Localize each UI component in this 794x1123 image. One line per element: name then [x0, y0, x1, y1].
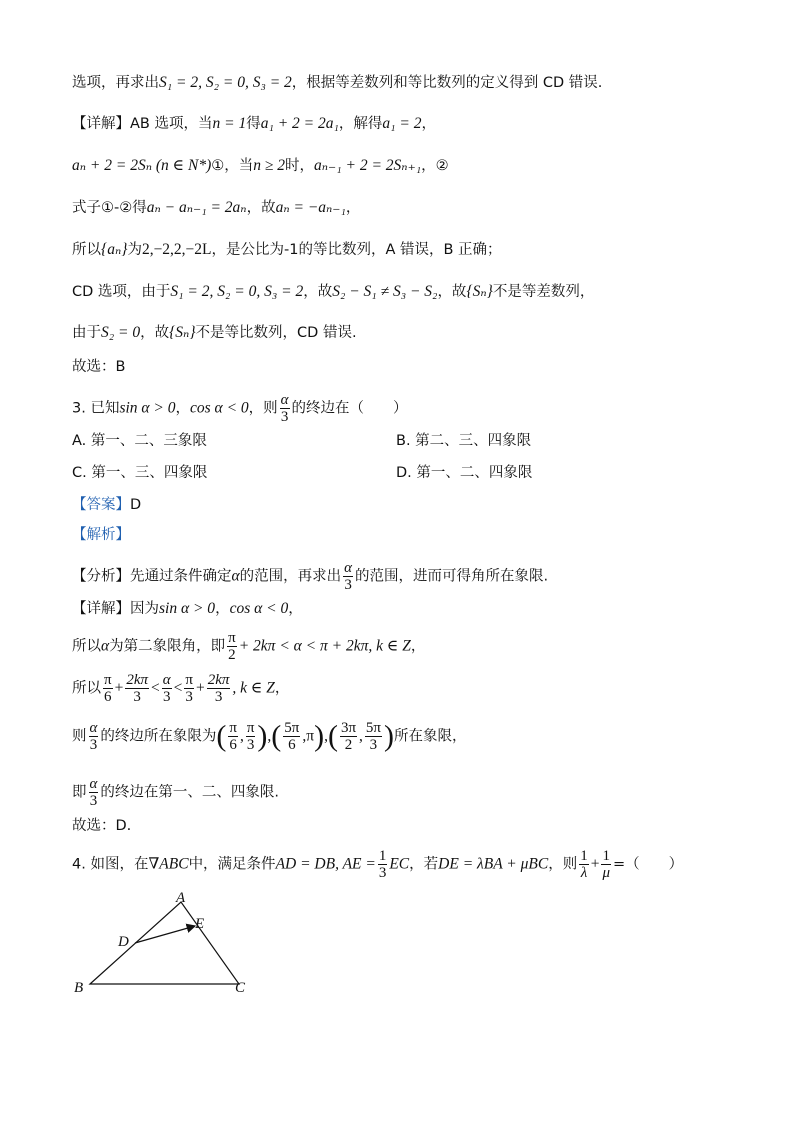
triangle-abc: [90, 902, 239, 984]
text: 的终边在第一、二、四象限.: [100, 784, 279, 801]
vector-de: [135, 926, 195, 943]
fenxi-tag: 【分析】: [72, 568, 130, 585]
text: 的范围，进而可得角所在象限.: [355, 568, 549, 585]
alpha-over-3: [280, 392, 290, 425]
pi-over-3: [184, 672, 194, 705]
den: 6: [229, 737, 237, 753]
label-d: D: [118, 934, 129, 950]
analysis-tag: 【解析】: [72, 527, 130, 543]
text: 选项，再求出: [72, 75, 159, 91]
q2-line-4: [72, 197, 360, 219]
num: α: [162, 672, 171, 688]
math: + 2kπ < α < π + 2kπ, k ∈ Z: [238, 637, 411, 655]
alpha-over-3: [89, 720, 99, 753]
q3-detail-1: [72, 598, 303, 620]
math: DE = λBA + μBC: [438, 855, 549, 873]
math: {Sₙ}: [169, 324, 196, 341]
text: ，故: [437, 284, 467, 300]
math: aₙ + 2 = 2Sₙ (n ∈ N*): [72, 157, 212, 174]
num: α: [344, 560, 353, 576]
den: 3: [280, 409, 289, 425]
text: ，故: [303, 284, 333, 300]
text: 不是等差数列，: [492, 284, 595, 300]
num: π: [229, 720, 237, 736]
5pi-over-6: [283, 720, 300, 753]
math: {aₙ}: [101, 241, 128, 258]
q2-line-6: [72, 281, 594, 303]
num: π: [228, 630, 236, 646]
q2-line-5: [72, 239, 502, 261]
plus: +: [590, 855, 600, 873]
math: sin α > 0: [119, 399, 176, 417]
text: ，: [175, 400, 191, 417]
den: 3: [214, 689, 223, 705]
den: 2: [344, 737, 353, 753]
triangle-figure: [70, 890, 270, 1000]
text: AB 选项，当: [130, 116, 213, 132]
q2-detail-line: [72, 113, 436, 135]
label-b: B: [74, 980, 84, 996]
text: ，解得: [338, 116, 383, 132]
text: 时，: [285, 158, 315, 174]
q3-choice: 故选：D.: [72, 818, 132, 834]
text: 中，满足条件: [188, 856, 276, 873]
math: S₁ = 2, S₂ = 0, S₃ = 2: [159, 74, 292, 91]
den: 3: [246, 737, 255, 753]
comma: ,: [359, 727, 363, 745]
paren: (: [271, 719, 282, 753]
math: aₙ₋₁ + 2 = 2Sₙ₊₁: [314, 157, 422, 174]
text: 的范围，再求出: [239, 568, 342, 585]
num: 2kπ: [207, 672, 230, 688]
text: ，: [274, 680, 290, 697]
detail-tag: 【详解】: [72, 116, 130, 132]
math: {Sₙ}: [466, 283, 493, 300]
text: 为: [127, 242, 142, 258]
math: n = 1: [212, 115, 247, 132]
math: a₁ = 2: [382, 115, 422, 132]
text: 为第二象限角，即: [109, 638, 226, 655]
one-over-mu: [601, 848, 611, 881]
math: α: [101, 637, 110, 655]
q3-detail-5: [72, 776, 279, 809]
math: aₙ = −aₙ₋₁: [275, 199, 346, 216]
option-a[interactable]: A. 第一、二、三象限: [72, 433, 207, 449]
text: 不是等比数列，CD 错误.: [195, 325, 357, 341]
2kpi-over-3: [207, 672, 231, 705]
paren: (: [216, 719, 227, 753]
3pi-over-2: [340, 720, 357, 753]
math: AD = DB, AE =: [275, 855, 376, 873]
num: 3π: [340, 720, 357, 736]
plus: +: [195, 679, 205, 697]
answer-value: D: [130, 497, 142, 513]
q2-intro-line: [72, 72, 602, 94]
math: S₁ = 2, S₂ = 0, S₃ = 2: [170, 283, 304, 300]
label-e: E: [195, 916, 205, 932]
text: ，则: [548, 856, 578, 873]
text: ，: [410, 638, 426, 655]
text: 所在象限，: [393, 728, 467, 745]
option-b[interactable]: B. 第二、三、四象限: [396, 433, 532, 449]
q3-answer: [72, 494, 141, 516]
num: 1: [378, 848, 387, 864]
detail-tag: 【详解】: [72, 601, 130, 617]
paren: ): [257, 719, 268, 753]
less-than: <: [151, 679, 160, 697]
text: 式子①-②得: [72, 200, 147, 216]
den: 3: [162, 689, 171, 705]
alpha-over-3: [343, 560, 353, 593]
text: ，: [288, 601, 303, 617]
math: n ≥ 2: [253, 157, 286, 174]
num: α: [280, 392, 289, 408]
comma: ,: [267, 727, 272, 745]
text: ，则: [248, 400, 278, 417]
text: 先通过条件确定: [130, 568, 232, 585]
num: 5π: [284, 720, 300, 736]
pi-over-6: [228, 720, 238, 753]
q2-line-7: [72, 322, 357, 344]
math: aₙ − aₙ₋₁ = 2aₙ: [146, 199, 247, 216]
den: 2: [228, 647, 236, 663]
text: 得: [246, 116, 261, 132]
text: ①，当: [211, 158, 254, 174]
math: α: [231, 567, 240, 585]
answer-tag: 【答案】: [72, 497, 130, 513]
q3-detail-3: [72, 672, 289, 705]
den: 6: [288, 737, 296, 753]
comma: ,: [239, 727, 244, 745]
q3-detail-4: [72, 720, 466, 753]
math: S₂ = 0: [101, 324, 141, 341]
num: 5π: [365, 720, 381, 736]
text: ，根据等差数列和等比数列的定义得到 CD 错误.: [291, 75, 603, 91]
math: ∇ABC: [148, 855, 189, 873]
num: π: [185, 672, 193, 688]
pi-over-3: [246, 720, 256, 753]
num: 1: [602, 848, 610, 864]
den: 3: [369, 737, 378, 753]
text: 即: [72, 784, 87, 801]
label-c: C: [235, 980, 246, 996]
math: , k ∈ Z: [232, 679, 275, 697]
plus: +: [114, 679, 124, 697]
label-a: A: [176, 890, 186, 906]
den: λ: [580, 865, 588, 881]
den: 3: [89, 737, 98, 753]
comma: ,: [302, 727, 307, 745]
math: S₂ − S₁ ≠ S₃ − S₂: [332, 283, 438, 300]
option-c[interactable]: C. 第一、三、四象限: [72, 465, 208, 481]
math: sin α > 0: [159, 600, 216, 617]
text: ，: [215, 601, 230, 617]
q3-stem: [72, 392, 408, 425]
text: 由于: [72, 325, 101, 341]
text: 的终边在（ ）: [291, 400, 408, 417]
pi-over-2: [227, 630, 237, 663]
num: 2kπ: [126, 672, 149, 688]
text: 所以: [72, 242, 101, 258]
less-than: <: [173, 679, 183, 697]
q3-analysis-tag: [72, 524, 130, 546]
num: π: [246, 720, 255, 736]
text: 因为: [130, 601, 159, 617]
text: 所以: [72, 638, 101, 655]
num: 1: [580, 848, 588, 864]
den: μ: [602, 865, 610, 881]
math: cos α < 0: [229, 600, 289, 617]
text: ，是公比为-1的等比数列，A 错误，B 正确；: [211, 242, 502, 258]
alpha-over-3: [162, 672, 172, 705]
q2-line-3: [72, 155, 449, 177]
text: 所以: [72, 680, 101, 697]
math: cos α < 0: [190, 399, 249, 417]
comma: ,: [324, 727, 328, 745]
paren: ): [383, 719, 394, 753]
2kpi-over-3: [125, 672, 149, 705]
math: a₁ + 2 = 2a₁: [260, 115, 339, 132]
pi-over-6: [103, 672, 113, 705]
text: =（ ）: [612, 856, 684, 873]
den: 3: [89, 793, 98, 809]
option-d[interactable]: D. 第一、二、四象限: [396, 465, 533, 481]
text: 则: [72, 728, 87, 745]
paren: (: [327, 719, 338, 753]
one-over-3: [378, 848, 388, 881]
one-over-lambda: [579, 848, 589, 881]
5pi-over-3: [365, 720, 382, 753]
text: ，若: [409, 856, 439, 873]
den: 3: [378, 865, 387, 881]
text: ，: [345, 200, 361, 216]
num: α: [89, 776, 98, 792]
q3-fenxi: [72, 560, 548, 593]
text: CD 选项，由于: [72, 284, 171, 300]
q4-stem: [72, 848, 683, 881]
q3-detail-2: [72, 630, 425, 663]
math: EC: [389, 855, 410, 873]
den: 6: [104, 689, 112, 705]
alpha-over-3: [89, 776, 99, 809]
text: ，: [421, 116, 437, 132]
q2-choice: 故选：B: [72, 359, 126, 375]
num: α: [89, 720, 98, 736]
math: 2,−2,2,−2L: [141, 241, 212, 258]
text: ，故: [246, 200, 276, 216]
den: 3: [133, 689, 141, 705]
paren: ): [314, 719, 325, 753]
text: ，②: [421, 158, 449, 174]
pi: π: [306, 727, 315, 745]
num: π: [104, 672, 112, 688]
text: 3. 已知: [72, 400, 120, 417]
den: 3: [185, 689, 193, 705]
text: ，故: [140, 325, 170, 341]
text: 4. 如图，在: [72, 856, 149, 873]
text: 的终边所在象限为: [100, 728, 217, 745]
den: 3: [344, 577, 352, 593]
